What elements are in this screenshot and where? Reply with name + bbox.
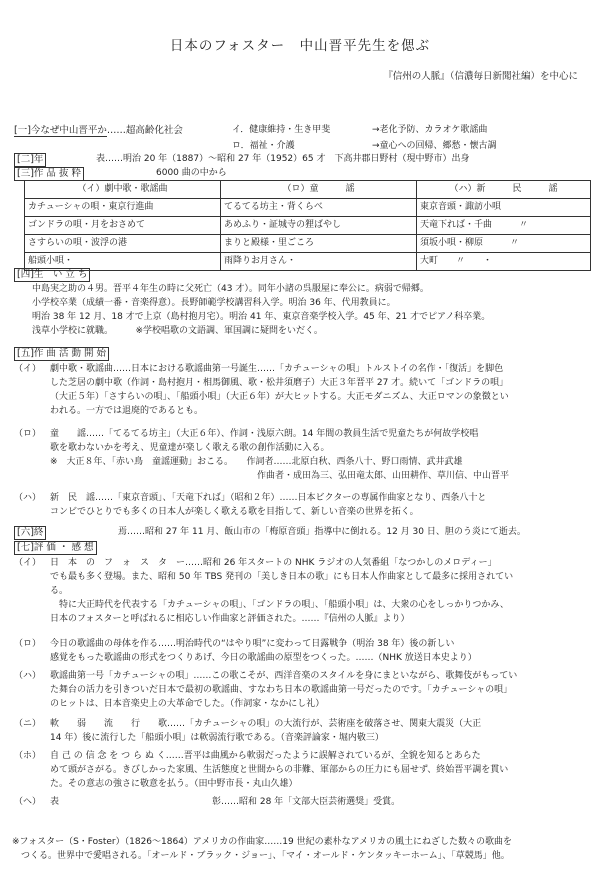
section-1-lead: ……超高齢化社会 [106, 125, 183, 136]
evaluation-i [14, 557, 586, 627]
section-death [14, 526, 50, 541]
text-line: 特に大正時代を代表する「カチューシャの唄」、「ゴンドラの唄」、「船頭小唄」は、大衆の心をしっかりつかみ、 [50, 599, 509, 610]
text-line: 歌謡曲第一号「カチューシャの唄」……この歌こそが、西洋音楽のスタイルを身にまといながら、歌舞伎がもってい [50, 671, 518, 681]
section-1-label: [一]今なぜ中山晋平か [14, 125, 107, 136]
text-line: 感覚をもった歌謡曲の形式をつくりあげ、今日の歌謡曲の原型をつくった。……（NHK 放送日本史より） [50, 652, 477, 663]
evaluation-ho [14, 750, 586, 792]
text-line: 中島実之助の４男。晋平４年生の時に父死亡（43 才）。同年小諸の呉服屋に奉公に。病弱で帰郷。 [32, 284, 429, 294]
text-line: のヒットは、日本音楽史上の大革命でした。（作詞家・なかにし礼） [50, 698, 325, 709]
composing-i [14, 363, 586, 419]
reason-i-arrow: →老化予防、カラオケ歌謡曲 [372, 125, 488, 135]
text-line: 日 本 の フ ォ ス タ ー……昭和 26 年スタートの NHK ラジオの人気番組「なつかしのメロディー」 [50, 558, 497, 568]
text-line: る。 [50, 585, 69, 596]
works-table-header [25, 181, 591, 199]
composing-ro [14, 428, 586, 484]
table-cell: 雨降りお月さん・ [221, 253, 417, 271]
text-line: した芝居の劇中歌（作詞・島村抱月・相馬御風、歌・松井須磨子）大正３年晋平 27 才。続いて「ゴンドラの唄」 [50, 377, 509, 388]
table-cell: 大町 〃 ・ [417, 253, 591, 271]
item-mark: （ロ） [14, 429, 42, 439]
text-line: ※フォスター（S・Foster）（1826～1864）アメリカの作曲家……19 世紀の素朴なアメリカの風土にねざした数々の歌曲を [12, 837, 512, 847]
page-subtitle: 『信州の人脈』（信濃毎日新聞社編）を中心に [383, 71, 578, 82]
text-line: 表 彰……昭和 28 年「文部大臣芸術選奨」受賞。 [50, 797, 401, 807]
text-line: た。その意志の強さに敬意を払う。（田中野市長・丸山久雄） [50, 778, 298, 789]
chronology-text: 表……明治 20 年（1887）～昭和 27 年（1952）65 才 下高井郡日野村（現中野市）出身 [96, 154, 470, 164]
section-evaluation [14, 541, 101, 556]
section-3-label: [三]作 品 抜 粋 [14, 167, 84, 181]
text-line: 浅草小学校に就職。 ※学校唱歌の文語調、軍国調に疑問をいだく。 [32, 325, 323, 336]
text-line: めて頭がさがる。きびしかった家風、生活態度と世間からの非難、軍部からの圧力にも屈せず、終始晋平調を貫い [50, 764, 509, 775]
table-cell: 須坂小唄・柳原 〃 [417, 235, 591, 253]
table-row [25, 199, 591, 217]
evaluation-ni [14, 718, 586, 746]
reason-ro: ロ．福祉・介護 [232, 141, 295, 151]
table-cell: 船頭小唄・ [25, 253, 221, 271]
text-line: 今日の歌謡曲の母体を作る……明治時代の“はやり唄”に変わって日露戦争（明治 38 年）後の新しい [50, 639, 455, 649]
text-line: 日本のフォスターと呼ばれるに相応しい作曲家と評価された。……『信州の人脈』より） [50, 613, 410, 624]
section-7-label: [七]評 価 ・ 感 想 [14, 541, 97, 555]
section-why-nakayama [14, 124, 183, 139]
table-cell: ゴンドラの唄・月をおさめて [25, 217, 221, 235]
header-theater-songs: （イ）劇中歌・歌謡曲 [25, 181, 221, 199]
text-line: （大正５年）「さすらいの唄」、「船頭小唄」（大正６年）が大ヒットする。大正モダニズム、大正ロマンの象徴とい [50, 391, 509, 402]
text-line: 新 民 謡……「東京音頭」、「天竜下れば」（昭和２年）……日本ビクターの専属作曲家となり、西条八十と [50, 493, 487, 503]
reason-ro-arrow: →童心への回帰、郷愁・懐古調 [372, 141, 497, 151]
header-new-folk-songs: （ハ）新 民 謡 [417, 181, 591, 199]
text-line: でも最も多く登場。また、昭和 50 年 TBS 発刊の「美しき日本の歌」にも日本人作曲家として最多に採用されてい [50, 571, 514, 582]
text-line: 劇中歌・歌謡曲……日本における歌謡曲第一号誕生……「カチューシャの唄」トルストイの名作・「復活」を脚色 [50, 364, 504, 374]
text-line: 14 年）後に流行した「船頭小唄」は軟弱流行歌である。（音楽評論家・堀内敬三） [50, 732, 384, 743]
header-childrens-songs: （ロ）童 謡 [221, 181, 417, 199]
table-cell: さすらいの唄・波浮の港 [25, 235, 221, 253]
item-mark: （イ） [14, 558, 42, 568]
text-line: 軟 弱 流 行 歌……「カチューシャの唄」の大流行が、芸術座を破落させ、関東大震災（大正 [50, 719, 482, 729]
table-row [25, 217, 591, 235]
table-row [25, 253, 591, 271]
upbringing-text [14, 283, 586, 339]
evaluation-ro [14, 638, 586, 666]
table-cell: てるてる坊主・背くらべ [221, 199, 417, 217]
text-line: た舞台の活力を引きついだ日本で最初の歌謡曲、すなわち日本の歌謡曲第一号だったのです。「カチューシャの唄」 [50, 684, 513, 695]
text-line: 小学校卒業（成績一番・音楽得意）。長野師範学校講習科入学。明治 36 年、代用教員に。 [32, 297, 396, 308]
text-line: つくる。世界中で愛唱される。「オールド・ブラック・ジョー」、「マイ・オールド・ケンタッキーホーム」、「草競馬」他。 [12, 850, 510, 861]
item-mark: （ニ） [14, 719, 42, 729]
table-row [25, 235, 591, 253]
works-count: 6000 曲の中から [156, 168, 227, 178]
evaluation-he [14, 796, 586, 810]
works-table [24, 180, 591, 271]
section-5-label: [五]作 曲 活 動 開 始 [14, 347, 109, 361]
text-line: 自 己 の 信 念 を つ ら ぬ く……晋平は曲風から軟弱だったように誤解されているが、全貌を知るとあらた [50, 751, 481, 761]
death-text: 焉……昭和 27 年 11 月、飯山市の「梅原音頭」指導中に倒れる。12 月 30 日、胆のう炎にて逝去。 [118, 527, 526, 537]
text-line: コンビでひとりでも多くの日本人が楽しく歌える歌を目指して、新しい音楽の世界を拓く。 [50, 506, 419, 517]
text-line: 童 謡……「てるてる坊主」（大正６年）、作詞・浅原六朗。14 年間の教員生活で児童たちが何故学校唱 [50, 429, 479, 439]
composing-ha [14, 492, 586, 520]
text-line: 歌を歌わないかを考え、児童達が楽しく歌える歌の創作活動に入る。 [50, 442, 330, 453]
table-cell: 東京音頭・諏訪小唄 [417, 199, 591, 217]
text-line: 明治 38 年 12 月、18 才で上京（島村抱月宅）。明治 41 年、東京音楽学校入学。45 年、21 才でピアノ科卒業。 [32, 311, 491, 322]
section-2-label: [二]年 [14, 153, 46, 167]
page-title: 日本のフォスター 中山晋平先生を偲ぶ [169, 38, 431, 54]
section-composing [14, 347, 113, 362]
text-line: われる。一方では退廃的であるとも。 [50, 405, 204, 416]
text-line: ※ 大正８年、「赤い鳥 童謡運動」おこる。 作詞者……北原白秋、西条八十、野口雨情、武井武雄 [50, 456, 463, 467]
footnote-foster [12, 836, 590, 864]
section-chronology [14, 153, 50, 168]
table-cell: 天竜下れば・千曲 〃 [417, 217, 591, 235]
evaluation-ha [14, 670, 586, 712]
section-4-label: [四]生 い 立 ち [14, 268, 90, 282]
item-mark: （ロ） [14, 639, 42, 649]
table-cell: カチューシャの唄・東京行進曲 [25, 199, 221, 217]
section-upbringing [14, 268, 94, 283]
item-mark: （ハ） [14, 671, 42, 681]
table-cell: まりと殿様・里ごころ [221, 235, 417, 253]
item-mark: （イ） [14, 364, 42, 374]
reason-i: イ．健康維持・生き甲斐 [232, 125, 331, 135]
text-line: 作曲者・成田為三、弘田竜太郎、山田耕作、草川信、中山晋平 [50, 470, 510, 481]
section-6-label: [六]終 [14, 526, 46, 540]
item-mark: （ハ） [14, 493, 42, 503]
item-mark: （ホ） [14, 751, 42, 761]
item-mark: （ヘ） [14, 797, 42, 807]
table-cell: あめふり・証城寺の狸ばやし [221, 217, 417, 235]
